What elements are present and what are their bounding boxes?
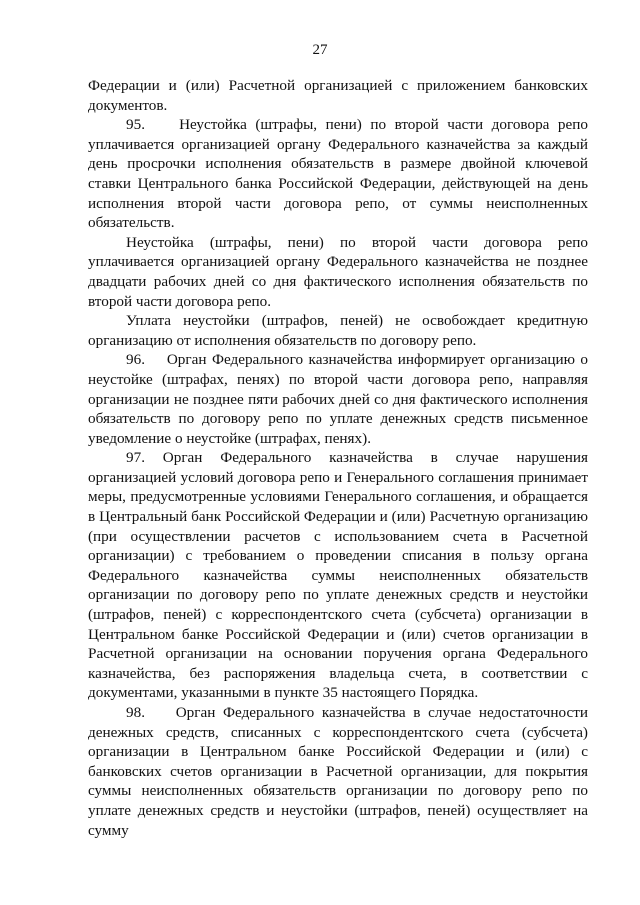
paragraph-95: 95. Неустойка (штрафы, пени) по второй части договора репо уплачивается организацией органу Федерального казначейства за каждый день просрочки исполнения обязательств в размере двойной ключевой ставки Центрального банка Российской Федерации, действующей на день исполнения второй части договора репо, от суммы неисполненных обязательств.: [88, 116, 588, 232]
page-number: 27: [312, 42, 328, 58]
paragraph-continuation: Федерации и (или) Расчетной организацией с приложением банковских документов.: [88, 77, 588, 114]
paragraph-97: 97. Орган Федерального казначейства в случае нарушения организацией условий договора репо и Генерального соглашения принимает меры, предусмотренные условиями Генерального соглашения, и обращается в Центральный банк Российской Федерации и (или) Расчетную организацию (при осуществлении расчетов с использованием счета в Расчетной организации) с требованием о проведении списания в пользу органа Федерального казначейства суммы неисполненных обязательств организации по договору репо по уплате денежных средств и неустойки (штрафов, пеней) с корреспондентского счета (субсчета) организации в Центральном банке Российской Федерации и (или) счетов организации в Расчетной организации на основании поручения органа Федерального казначейства, без распоряжения владельца счета, в соответствии с документами, указанными в пункте 35 настоящего Порядка.: [88, 449, 588, 702]
paragraph-95-obligation: Уплата неустойки (штрафов, пеней) не освобождает кредитную организацию от исполнения обязательств по договору репо.: [88, 312, 588, 349]
paragraph-95-penalty-deadline: Неустойка (штрафы, пени) по второй части договора репо уплачивается организацией органу Федерального казначейства не позднее двадцати рабочих дней со дня фактического исполнения обязательств по второй части договора репо.: [88, 233, 588, 310]
document-body: [88, 76, 588, 840]
paragraph-98: 98. Орган Федерального казначейства в случае недостаточности денежных средств, списанных с корреспондентского счета (субсчета) организации в Центральном банке Российской Федерации и (или) с банковских счетов организации в Расчетной организации, для покрытия суммы неисполненных обязательств организации по договору репо по уплате денежных средств и неустойки (штрафов, пеней) осуществляет на сумму: [88, 704, 588, 839]
paragraph-96: 96. Орган Федерального казначейства информирует организацию о неустойке (штрафах, пенях) по второй части договора репо, направляя организации не позднее пяти рабочих дней со дня фактического исполнения обязательств по договору репо по уплате денежных средств письменное уведомление о неустойке (штрафах, пенях).: [88, 351, 588, 447]
